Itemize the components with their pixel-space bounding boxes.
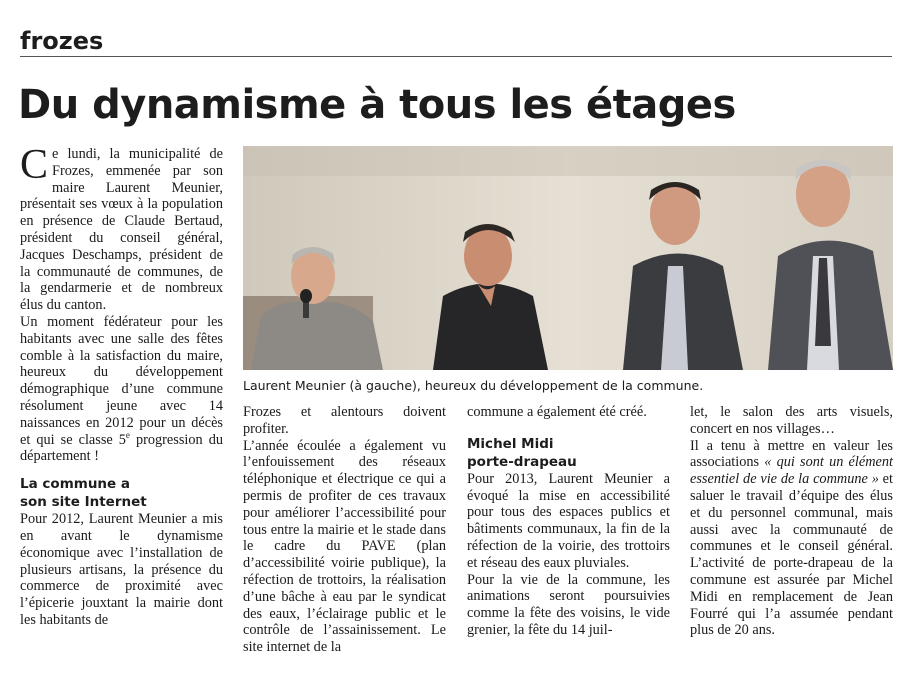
col3-paragraph-3: Pour la vie de la commune, les animations seront poursuivies comme la fête des voisins, le vide grenier, la fête du 14 juil-	[467, 571, 670, 638]
paragraph-2-text: Un moment fédérateur pour les habitants avec une salle des fêtes comble à la satisfaction du maire, heureux du développement démographique d’une commune résolument jeune avec 14 naissances en 2012 pour un décès et qui se classe 5	[20, 313, 223, 448]
col4-quote: « qui sont un élément essentiel de vie de la commune »	[690, 454, 893, 488]
col3-paragraph-2: Pour 2013, Laurent Meunier a évoqué la mise en accessibilité pour tous des espaces publics et bâtiments communaux, la fin de la réfection de la voirie, des trottoirs et réseau des eaux pluviales.	[467, 470, 670, 571]
superscript: e	[125, 429, 130, 440]
column-3	[467, 404, 670, 639]
intro-text: e lundi, la municipalité de Frozes, emmenée par son maire Laurent Meunier, présentait ses vœux à la population en présence de Claude Bertaud, président du conseil général, Jacques Deschamps, président de la communauté de communes, de la gendarmerie et de nombreux élus du canton.	[20, 146, 223, 314]
paragraph-2	[20, 314, 223, 465]
paragraph-3: Pour 2012, Laurent Meunier a mis en avant le dynamisme économique avec l’installation de plusieurs artisans, la présence du commerce de proximité avec l’épicerie jouxtant la mairie dont les habitants de	[20, 511, 223, 628]
col4-paragraph-1: let, le salon des arts visuels, concert en nos villages…	[690, 404, 893, 437]
column-2	[243, 404, 446, 656]
headline: Du dynamisme à tous les étages	[18, 82, 736, 128]
column-1	[20, 142, 223, 629]
photo-illustration	[243, 146, 893, 370]
subheading-website: La commune a son site Internet	[20, 476, 147, 511]
col2-paragraph-1: Frozes et alentours doivent profiter.	[243, 404, 446, 437]
section-rule	[20, 56, 892, 57]
section-rubric: frozes	[20, 27, 104, 55]
intro-paragraph	[20, 142, 223, 314]
col2-paragraph-2: L’année écoulée a également vu l’enfouissement des réseaux téléphonique et électrique ce qui a permis de profiter de ces travaux pour améliorer l’accessibilité pour tous entre la mairie et le stade dans le cadre du PAVE (plan d’accessibilité voirie publique), la réfection de trottoirs, la réalisation d’une bâche à eau par le syndicat des eaux, l’éclairage public et le contrôle de l’assainissement. Le site internet de la	[243, 437, 446, 656]
col3-paragraph-1: commune a également été créé.	[467, 404, 647, 420]
subheading-porte-drapeau: Michel Midi porte-drapeau	[467, 435, 577, 470]
paragraph-2-end: progression du département !	[20, 431, 223, 465]
dropcap: C	[20, 142, 49, 188]
article-photo	[243, 146, 893, 370]
column-4	[690, 404, 893, 639]
col4-paragraph-2-end: et saluer le travail d’équipe des élus et du personnel communal, mais aussi avec la communauté de communes et le conseil général. L’activité de porte-drapeau de la commune est assurée par Michel Midi en remplacement de Jean Fourré qui l’a assumée pendant plus de 20 ans.	[690, 471, 893, 639]
photo-caption: Laurent Meunier (à gauche), heureux du développement de la commune.	[243, 378, 704, 393]
col4-paragraph-2	[690, 438, 893, 640]
col4-paragraph-2-start: Il a tenu à mettre en valeur les associations	[690, 437, 893, 471]
